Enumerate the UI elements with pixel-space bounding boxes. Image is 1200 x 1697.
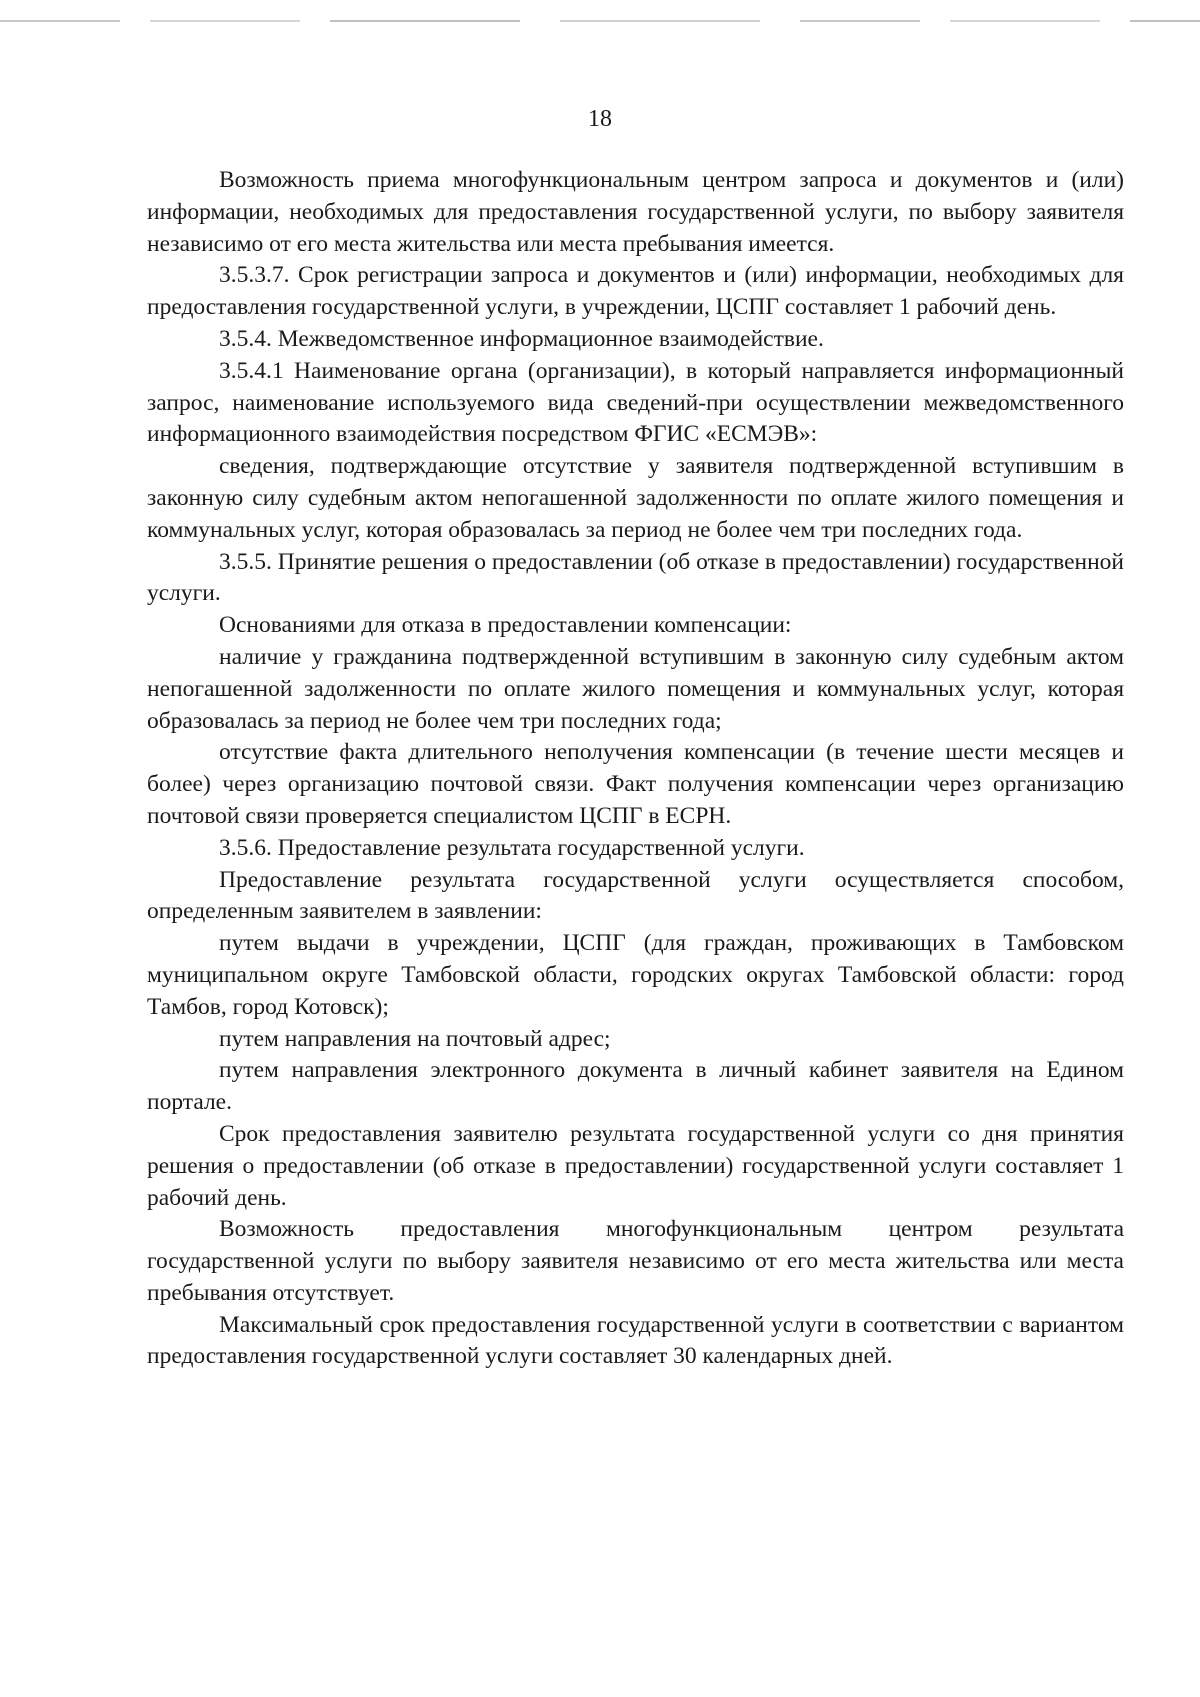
- paragraph-3-5-3-7: 3.5.3.7. Срок регистрации запроса и документов и (или) информации, необходимых для предоставления государственной услуги, в учреждении, ЦСПГ составляет 1 рабочий день.: [147, 262, 1124, 321]
- paragraph-result-deadline: Срок предоставления заявителю результата государственной услуги со дня принятия решения о предоставлении (об отказе в предоставлении) государственной услуги составляет 1 рабочий день.: [147, 1120, 1124, 1211]
- paragraph-3-5-4-1: 3.5.4.1 Наименование органа (организации), в который направляется информационный запрос, наименование используемого вида сведений-при осуществлении межведомственного информационного взаимодействия посредством ФГИС «ЕСМЭВ»:: [147, 357, 1124, 448]
- paragraph-mfc-reception: Возможность приема многофункциональным центром запроса и документов и (или) информации, необходимых для предоставления государственной услуги, по выбору заявителя независимо от его места жительства или места пребывания имеется.: [147, 167, 1124, 257]
- page-number: 18: [588, 106, 612, 132]
- paragraph-3-5-4: 3.5.4. Межведомственное информационное взаимодействие.: [219, 325, 824, 352]
- paragraph-3-5-5: 3.5.5. Принятие решения о предоставлении (об отказе в предоставлении) государственной услуги.: [147, 548, 1124, 607]
- paragraph-mfc-result: Возможность предоставления многофункциональным центром результата государственной услуги по выбору заявителя независимо от его места жительства или места пребывания отсутствует.: [147, 1216, 1124, 1306]
- scan-edge-artifact: [0, 20, 1200, 22]
- paragraph-postal-ground: отсутствие факта длительного неполучения компенсации (в течение шести месяцев и более) через организацию почтовой связи. Факт получения компенсации через организацию почтовой связи проверяется специалистом ЦСПГ в ЕСРН.: [147, 739, 1124, 829]
- document-body: [147, 165, 1124, 1373]
- paragraph-maximum-term: Максимальный срок предоставления государственной услуги в соответствии с вариантом предоставления государственной услуги составляет 30 календарных дней.: [147, 1311, 1124, 1370]
- paragraph-result-methods: Предоставление результата государственной услуги осуществляется способом, определенным заявителем в заявлении:: [147, 866, 1124, 925]
- paragraph-debt-ground: наличие у гражданина подтвержденной вступившим в законную силу судебным актом непогашенной задолженности по оплате жилого помещения и коммунальных услуг, которая образовалась за период не более чем три последних года;: [147, 643, 1124, 734]
- paragraph-refusal-grounds: Основаниями для отказа в предоставлении компенсации:: [219, 612, 792, 639]
- paragraph-3-5-6: 3.5.6. Предоставление результата государственной услуги.: [219, 834, 805, 861]
- paragraph-personal-cabinet: путем направления электронного документа в личный кабинет заявителя на Едином портале.: [147, 1057, 1124, 1116]
- paragraph-information-sent: сведения, подтверждающие отсутствие у заявителя подтвержденной вступившим в законную силу судебным актом непогашенной задолженности по оплате жилого помещения и коммунальных услуг, которая образовалась за период не более чем три последних года.: [147, 453, 1124, 543]
- paragraph-postal-address: путем направления на почтовый адрес;: [219, 1025, 611, 1052]
- paragraph-issue-in-institution: путем выдачи в учреждении, ЦСПГ (для граждан, проживающих в Тамбовском муниципальном округе Тамбовской области, городских округах Тамбовской области: город Тамбов, город Котовск);: [147, 930, 1124, 1020]
